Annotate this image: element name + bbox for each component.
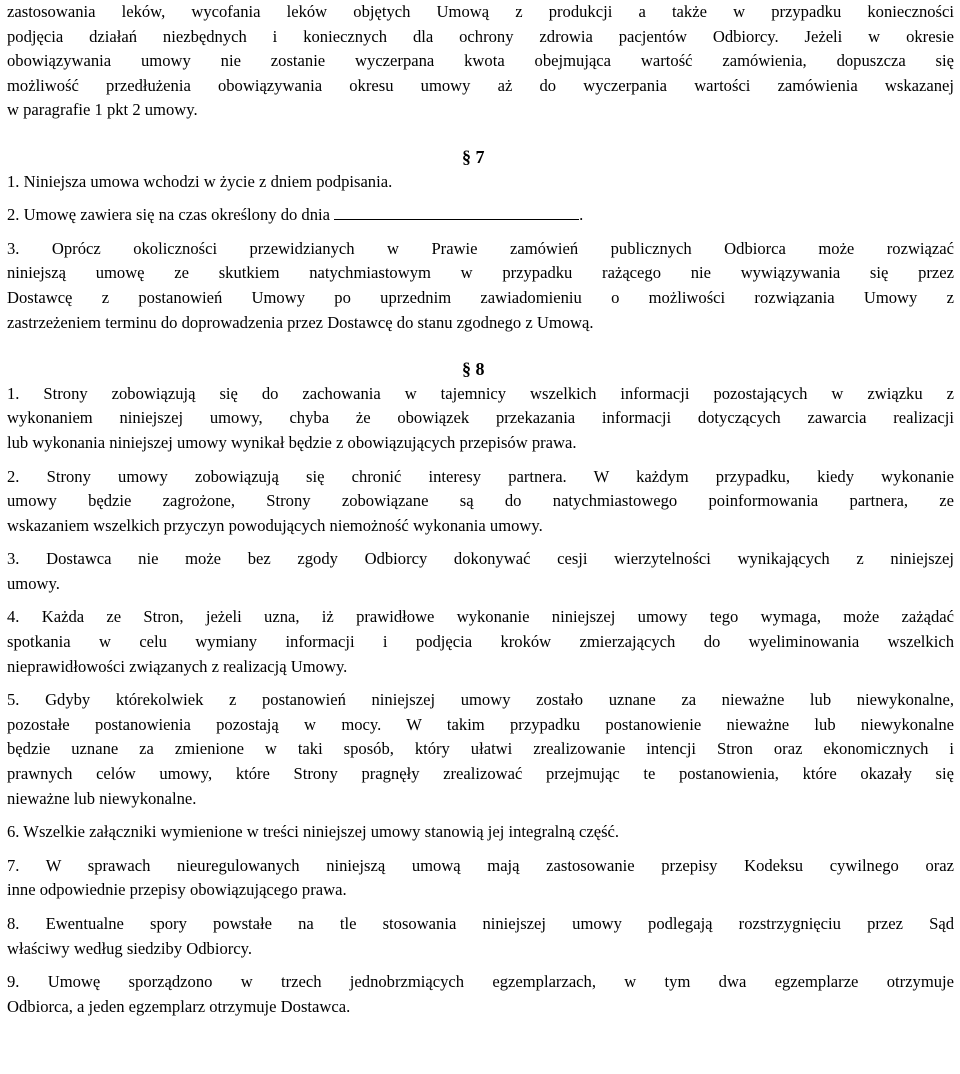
text-line: nieważne lub niewykonalne. [7, 788, 197, 808]
section8-paragraph-6 [7, 820, 954, 845]
text-line: zastrzeżeniem terminu do doprowadzenia przez Dostawcę do stanu zgodnego z Umową. [7, 312, 594, 332]
text-line: będzie uznane za zmienione w taki sposób, który ułatwi zrealizowanie intencji Stron oraz ekonomicznych i [7, 739, 954, 759]
section8-paragraph-3 [7, 547, 954, 596]
section8-paragraph-8 [7, 912, 954, 961]
text-line: 2. Strony umowy zobowiązują się chronić interesy partnera. W każdym przypadku, kiedy wykonanie [7, 466, 954, 486]
section8-paragraph-1 [7, 382, 954, 456]
section-heading-8: § 8 [462, 359, 485, 380]
text-line: 4. Każda ze Stron, jeżeli uzna, iż prawidłowe wykonanie niniejszej umowy tego wymaga, może zażądać [7, 607, 954, 627]
text-line: 9. Umowę sporządzono w trzech jednobrzmiących egzemplarzach, w tym dwa egzemplarze otrzymuje [7, 972, 954, 992]
section7-paragraph-2 [7, 203, 954, 228]
section7-paragraph-1: 1. Niniejsza umowa wchodzi w życie z dniem podpisania. [7, 171, 393, 191]
section8-paragraph-7 [7, 854, 954, 903]
section7-paragraph-3 [7, 237, 954, 335]
intro-paragraph [7, 0, 954, 123]
text-line: 3. Dostawca nie może bez zgody Odbiorcy dokonywać cesji wierzytelności wynikających z niniejszej [7, 549, 954, 569]
text-line: 5. Gdyby którekolwiek z postanowień niniejszej umowy zostało uznane za nieważne lub niewykonalne, [7, 690, 954, 710]
text-line: inne odpowiednie przepisy obowiązującego prawa. [7, 880, 347, 900]
section8-paragraph-9 [7, 970, 954, 1019]
text-line: spotkania w celu wymiany informacji i podjęcia kroków zmierzających do wyeliminowania wszelkich [7, 632, 954, 652]
text-line: Dostawcę z postanowień Umowy po uprzednim zawiadomieniu o możliwości rozwiązania Umowy z [7, 287, 954, 307]
text-line: lub wykonania niniejszej umowy wynikał będzie z obowiązujących przepisów prawa. [7, 432, 577, 452]
text-line: podjęcia działań niezbędnych i koniecznych dla ochrony zdrowia pacjentów Odbiorcy. Jeżeli w okresie [7, 26, 954, 46]
section8-paragraph-2 [7, 465, 954, 539]
text-line: wskazaniem wszelkich przyczyn powodujących niemożność wykonania umowy. [7, 515, 543, 535]
text-line: wykonaniem niniejszej umowy, chyba że obowiązek przekazania informacji dotyczących zawarcia realizacji [7, 408, 954, 428]
text-line: nieprawidłowości związanych z realizacją Umowy. [7, 656, 348, 676]
text-line: 8. Ewentualne spory powstałe na tle stosowania niniejszej umowy podlegają rozstrzygnięciu przez Sąd [7, 914, 954, 933]
text-line: 7. W sprawach nieuregulowanych niniejszą umową mają zastosowanie przepisy Kodeksu cywilnego oraz [7, 855, 954, 875]
text-line: w paragrafie 1 pkt 2 umowy. [7, 100, 198, 120]
text-line: pozostałe postanowienia pozostają w mocy. W takim przypadku postanowienie nieważne lub niewykonalne [7, 714, 954, 734]
text-line: umowy będzie zagrożone, Strony zobowiązane są do natychmiastowego poinformowania partnera, ze [7, 491, 954, 511]
section-heading-7: § 7 [462, 146, 485, 167]
text-line: 3. Oprócz okoliczności przewidzianych w Prawie zamówień publicznych Odbiorca może rozwiązać [7, 238, 954, 258]
text-line: 6. Wszelkie załączniki wymienione w treści niniejszej umowy stanowią jej integralną część. [7, 822, 620, 842]
text-line: niniejszą umowę ze skutkiem natychmiastowym w przypadku rażącego nie wywiązywania się przez [7, 263, 954, 283]
text-line: zastosowania leków, wycofania leków objętych Umową z produkcji a także w przypadku konieczności [7, 2, 954, 21]
section8-paragraph-4 [7, 605, 954, 679]
text-line: prawnych celów umowy, które Strony pragnęły zrealizować przejmując te postanowienia, które okazały się [7, 764, 954, 784]
text-line: umowy. [7, 573, 60, 593]
text-line: 1. Strony zobowiązują się do zachowania w tajemnicy wszelkich informacji pozostających w związku z [7, 383, 954, 403]
document-page [7, 0, 954, 1019]
text-line: Odbiorca, a jeden egzemplarz otrzymuje Dostawca. [7, 996, 351, 1016]
section7-paragraph-2-text: 2. Umowę zawiera się na czas określony do dnia [7, 205, 331, 225]
text-line: obowiązywania umowy nie zostanie wyczerpana kwota obejmująca wartość zamówienia, dopuszcza się [7, 51, 954, 71]
text-line: właściwy według siedziby Odbiorcy. [7, 938, 253, 958]
text-line: możliwość przedłużenia obowiązywania okresu umowy aż do wyczerpania wartości zamówienia wskazanej [7, 75, 954, 95]
section7-paragraph-2-end: . [579, 205, 584, 225]
section8-paragraph-5 [7, 688, 954, 811]
date-blank-line [334, 204, 579, 220]
